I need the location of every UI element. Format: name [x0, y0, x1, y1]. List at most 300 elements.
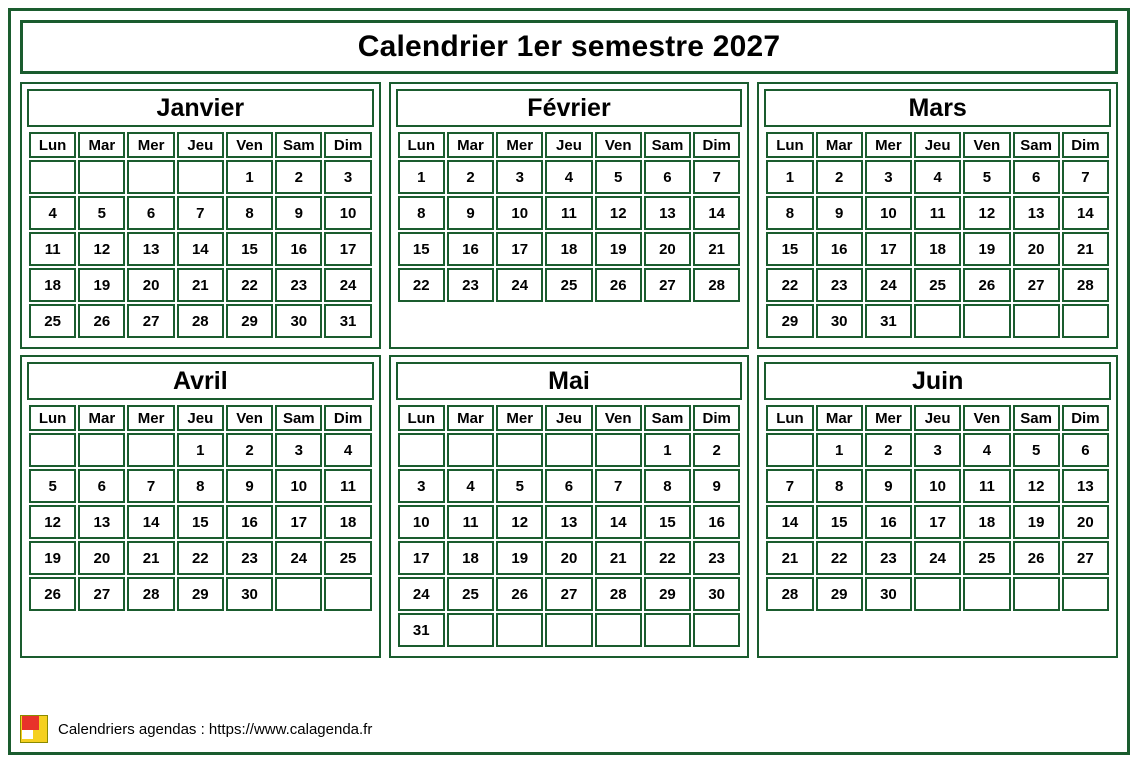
day-cell[interactable]: 6 — [78, 469, 125, 503]
day-cell-empty — [78, 160, 125, 194]
day-cell[interactable]: 4 — [324, 433, 371, 467]
weekday-header-row — [29, 132, 372, 158]
title-box — [20, 20, 1118, 74]
day-cell-empty — [127, 433, 174, 467]
filler-cell — [127, 613, 174, 647]
month-name: Mai — [548, 366, 590, 395]
day-cell[interactable]: 1 — [644, 433, 691, 467]
day-cell[interactable]: 8 — [398, 196, 445, 230]
weekday-header: Ven — [226, 132, 273, 158]
weekday-header-row — [766, 132, 1109, 158]
day-cell[interactable]: 22 — [177, 541, 224, 575]
day-cell[interactable]: 13 — [78, 505, 125, 539]
weekday-header: Mar — [78, 405, 125, 431]
day-cell[interactable]: 9 — [865, 469, 912, 503]
filler-row — [766, 613, 1109, 647]
filler-cell — [78, 613, 125, 647]
week-row — [398, 505, 741, 539]
day-cell[interactable]: 3 — [865, 160, 912, 194]
day-cell[interactable]: 3 — [496, 160, 543, 194]
day-cell[interactable]: 31 — [865, 304, 912, 338]
day-cell[interactable]: 14 — [177, 232, 224, 266]
day-cell[interactable]: 14 — [693, 196, 740, 230]
weekday-header-row — [398, 132, 741, 158]
weekday-header: Mar — [447, 132, 494, 158]
day-cell[interactable]: 20 — [1062, 505, 1109, 539]
day-cell[interactable]: 25 — [324, 541, 371, 575]
day-cell[interactable]: 23 — [447, 268, 494, 302]
day-cell[interactable]: 26 — [1013, 541, 1060, 575]
filler-cell — [447, 304, 494, 338]
day-cell[interactable]: 3 — [324, 160, 371, 194]
day-cell[interactable]: 17 — [865, 232, 912, 266]
week-row — [766, 541, 1109, 575]
day-cell[interactable]: 28 — [1062, 268, 1109, 302]
day-cell[interactable]: 21 — [177, 268, 224, 302]
day-cell[interactable]: 26 — [29, 577, 76, 611]
day-cell[interactable]: 29 — [644, 577, 691, 611]
filler-row — [398, 304, 741, 338]
filler-row — [29, 613, 372, 647]
day-cell[interactable]: 19 — [963, 232, 1010, 266]
weekday-header: Mar — [78, 132, 125, 158]
day-cell[interactable]: 10 — [275, 469, 322, 503]
month-header — [764, 362, 1111, 400]
day-cell[interactable]: 25 — [914, 268, 961, 302]
day-cell[interactable]: 24 — [398, 577, 445, 611]
day-cell[interactable]: 15 — [766, 232, 813, 266]
day-cell[interactable]: 3 — [275, 433, 322, 467]
day-cell[interactable]: 18 — [447, 541, 494, 575]
day-cell[interactable]: 29 — [177, 577, 224, 611]
day-cell[interactable]: 1 — [766, 160, 813, 194]
day-cell[interactable]: 2 — [816, 160, 863, 194]
day-cell[interactable]: 21 — [693, 232, 740, 266]
day-cell-empty — [644, 613, 691, 647]
week-row — [398, 160, 741, 194]
flag-icon — [20, 715, 48, 743]
day-cell[interactable]: 20 — [1013, 232, 1060, 266]
day-cell[interactable]: 7 — [127, 469, 174, 503]
weekday-header: Jeu — [545, 405, 592, 431]
weekday-header: Dim — [324, 405, 371, 431]
day-cell-empty — [1062, 577, 1109, 611]
week-row — [29, 505, 372, 539]
day-cell-empty — [127, 160, 174, 194]
filler-cell — [324, 613, 371, 647]
day-cell[interactable]: 16 — [693, 505, 740, 539]
weekday-header: Ven — [226, 405, 273, 431]
day-cell[interactable]: 16 — [275, 232, 322, 266]
month-block — [389, 355, 750, 658]
filler-cell — [177, 613, 224, 647]
day-cell[interactable]: 1 — [177, 433, 224, 467]
month-header — [396, 89, 743, 127]
weekday-header-row — [766, 405, 1109, 431]
day-cell[interactable]: 27 — [1062, 541, 1109, 575]
week-row — [766, 160, 1109, 194]
weekday-header: Lun — [29, 405, 76, 431]
day-cell-empty — [447, 433, 494, 467]
day-cell[interactable]: 14 — [766, 505, 813, 539]
day-cell[interactable]: 11 — [324, 469, 371, 503]
day-cell[interactable]: 27 — [644, 268, 691, 302]
day-cell-empty — [78, 433, 125, 467]
day-cell[interactable]: 27 — [78, 577, 125, 611]
filler-cell — [766, 613, 813, 647]
day-cell[interactable]: 28 — [766, 577, 813, 611]
day-cell[interactable]: 25 — [29, 304, 76, 338]
weekday-header: Ven — [963, 405, 1010, 431]
weekday-header-row — [398, 405, 741, 431]
filler-cell — [496, 304, 543, 338]
filler-cell — [275, 613, 322, 647]
day-cell[interactable]: 27 — [545, 577, 592, 611]
day-cell[interactable]: 8 — [177, 469, 224, 503]
day-cell[interactable]: 17 — [324, 232, 371, 266]
day-cell[interactable]: 6 — [1013, 160, 1060, 194]
day-cell[interactable]: 14 — [1062, 196, 1109, 230]
day-cell[interactable]: 22 — [398, 268, 445, 302]
day-cell[interactable]: 12 — [595, 196, 642, 230]
day-cell[interactable]: 27 — [127, 304, 174, 338]
month-block — [20, 355, 381, 658]
day-cell[interactable]: 23 — [226, 541, 273, 575]
day-cell[interactable]: 2 — [447, 160, 494, 194]
day-cell[interactable]: 13 — [1062, 469, 1109, 503]
day-cell[interactable]: 5 — [78, 196, 125, 230]
day-cell[interactable]: 21 — [1062, 232, 1109, 266]
day-cell[interactable]: 20 — [545, 541, 592, 575]
month-name: Juin — [911, 366, 964, 395]
filler-cell — [816, 613, 863, 647]
day-cell[interactable]: 15 — [226, 232, 273, 266]
day-cell[interactable]: 18 — [29, 268, 76, 302]
day-cell[interactable]: 5 — [496, 469, 543, 503]
month-table — [27, 130, 374, 340]
day-cell[interactable]: 18 — [324, 505, 371, 539]
day-cell[interactable]: 9 — [447, 196, 494, 230]
weekday-header: Ven — [595, 405, 642, 431]
day-cell[interactable]: 2 — [226, 433, 273, 467]
page-title: Calendrier 1er semestre 2027 — [357, 30, 781, 63]
weekday-header: Dim — [1062, 405, 1109, 431]
day-cell[interactable]: 9 — [275, 196, 322, 230]
day-cell[interactable]: 17 — [914, 505, 961, 539]
day-cell[interactable]: 23 — [275, 268, 322, 302]
weekday-header-row — [29, 405, 372, 431]
day-cell[interactable]: 7 — [766, 469, 813, 503]
week-row — [398, 268, 741, 302]
day-cell[interactable]: 7 — [1062, 160, 1109, 194]
day-cell[interactable]: 16 — [865, 505, 912, 539]
weekday-header: Dim — [693, 405, 740, 431]
footer-credit: Calendriers agendas : https://www.calagenda.fr — [58, 720, 373, 738]
day-cell[interactable]: 18 — [545, 232, 592, 266]
day-cell[interactable]: 25 — [963, 541, 1010, 575]
day-cell[interactable]: 19 — [1013, 505, 1060, 539]
week-row — [29, 541, 372, 575]
day-cell[interactable]: 26 — [78, 304, 125, 338]
day-cell[interactable]: 6 — [545, 469, 592, 503]
day-cell[interactable]: 26 — [595, 268, 642, 302]
day-cell[interactable]: 24 — [324, 268, 371, 302]
weekday-header: Lun — [398, 132, 445, 158]
day-cell[interactable]: 12 — [963, 196, 1010, 230]
month-block — [757, 82, 1118, 349]
day-cell-empty — [914, 577, 961, 611]
footer — [20, 712, 372, 746]
week-row — [766, 232, 1109, 266]
day-cell[interactable]: 20 — [644, 232, 691, 266]
weekday-header: Dim — [1062, 132, 1109, 158]
month-block — [20, 82, 381, 349]
day-cell[interactable]: 28 — [177, 304, 224, 338]
day-cell[interactable]: 11 — [447, 505, 494, 539]
day-cell[interactable]: 20 — [78, 541, 125, 575]
day-cell[interactable]: 7 — [177, 196, 224, 230]
day-cell[interactable]: 6 — [1062, 433, 1109, 467]
weekday-header: Mar — [816, 405, 863, 431]
weekday-header: Jeu — [914, 132, 961, 158]
day-cell[interactable]: 29 — [816, 577, 863, 611]
weekday-header: Jeu — [177, 405, 224, 431]
day-cell[interactable]: 9 — [816, 196, 863, 230]
day-cell-empty — [545, 433, 592, 467]
day-cell[interactable]: 11 — [963, 469, 1010, 503]
week-row — [766, 304, 1109, 338]
day-cell-empty — [275, 577, 322, 611]
day-cell[interactable]: 17 — [398, 541, 445, 575]
day-cell[interactable]: 8 — [816, 469, 863, 503]
day-cell[interactable]: 2 — [693, 433, 740, 467]
day-cell-empty — [496, 613, 543, 647]
day-cell[interactable]: 29 — [766, 304, 813, 338]
day-cell[interactable]: 1 — [398, 160, 445, 194]
day-cell[interactable]: 27 — [1013, 268, 1060, 302]
day-cell[interactable]: 10 — [324, 196, 371, 230]
weekday-header: Mar — [447, 405, 494, 431]
day-cell[interactable]: 5 — [1013, 433, 1060, 467]
day-cell[interactable]: 11 — [545, 196, 592, 230]
day-cell[interactable]: 25 — [545, 268, 592, 302]
day-cell[interactable]: 18 — [963, 505, 1010, 539]
week-row — [29, 232, 372, 266]
weekday-header: Ven — [963, 132, 1010, 158]
day-cell-empty — [29, 160, 76, 194]
week-row — [29, 577, 372, 611]
day-cell[interactable]: 22 — [644, 541, 691, 575]
day-cell-empty — [1013, 577, 1060, 611]
day-cell[interactable]: 13 — [1013, 196, 1060, 230]
day-cell[interactable]: 16 — [816, 232, 863, 266]
day-cell[interactable]: 7 — [595, 469, 642, 503]
day-cell[interactable]: 24 — [496, 268, 543, 302]
day-cell[interactable]: 19 — [78, 268, 125, 302]
day-cell[interactable]: 22 — [766, 268, 813, 302]
week-row — [398, 196, 741, 230]
day-cell[interactable]: 3 — [914, 433, 961, 467]
day-cell[interactable]: 24 — [275, 541, 322, 575]
day-cell[interactable]: 22 — [816, 541, 863, 575]
day-cell[interactable]: 5 — [29, 469, 76, 503]
day-cell[interactable]: 19 — [496, 541, 543, 575]
day-cell[interactable]: 15 — [816, 505, 863, 539]
day-cell[interactable]: 5 — [963, 160, 1010, 194]
day-cell[interactable]: 6 — [644, 160, 691, 194]
day-cell[interactable]: 15 — [177, 505, 224, 539]
weekday-header: Mer — [865, 132, 912, 158]
month-table — [764, 403, 1111, 649]
month-table — [764, 130, 1111, 340]
filler-cell — [595, 304, 642, 338]
day-cell[interactable]: 4 — [963, 433, 1010, 467]
day-cell[interactable]: 1 — [226, 160, 273, 194]
filler-cell — [1013, 613, 1060, 647]
day-cell[interactable]: 20 — [127, 268, 174, 302]
day-cell[interactable]: 15 — [398, 232, 445, 266]
week-row — [766, 577, 1109, 611]
filler-cell — [398, 304, 445, 338]
day-cell[interactable]: 14 — [595, 505, 642, 539]
day-cell[interactable]: 11 — [29, 232, 76, 266]
day-cell[interactable]: 22 — [226, 268, 273, 302]
weekday-header: Lun — [398, 405, 445, 431]
day-cell[interactable]: 10 — [496, 196, 543, 230]
day-cell[interactable]: 23 — [865, 541, 912, 575]
week-row — [398, 433, 741, 467]
day-cell-empty — [766, 433, 813, 467]
day-cell[interactable]: 4 — [545, 160, 592, 194]
day-cell[interactable]: 1 — [816, 433, 863, 467]
week-row — [29, 304, 372, 338]
day-cell[interactable]: 8 — [766, 196, 813, 230]
day-cell[interactable]: 30 — [816, 304, 863, 338]
day-cell[interactable]: 6 — [127, 196, 174, 230]
day-cell[interactable]: 4 — [447, 469, 494, 503]
day-cell[interactable]: 12 — [496, 505, 543, 539]
weekday-header: Mer — [865, 405, 912, 431]
filler-cell — [29, 613, 76, 647]
day-cell[interactable]: 21 — [595, 541, 642, 575]
day-cell-empty — [177, 160, 224, 194]
day-cell[interactable]: 24 — [914, 541, 961, 575]
day-cell[interactable]: 28 — [693, 268, 740, 302]
weekday-header: Mer — [127, 132, 174, 158]
day-cell[interactable]: 14 — [127, 505, 174, 539]
day-cell[interactable]: 30 — [693, 577, 740, 611]
day-cell-empty — [29, 433, 76, 467]
day-cell[interactable]: 23 — [693, 541, 740, 575]
week-row — [766, 268, 1109, 302]
filler-cell — [545, 304, 592, 338]
day-cell[interactable]: 26 — [496, 577, 543, 611]
week-row — [29, 268, 372, 302]
month-header — [396, 362, 743, 400]
day-cell[interactable]: 12 — [1013, 469, 1060, 503]
day-cell[interactable]: 31 — [398, 613, 445, 647]
day-cell-empty — [545, 613, 592, 647]
day-cell-empty — [595, 613, 642, 647]
filler-cell — [1062, 613, 1109, 647]
day-cell[interactable]: 31 — [324, 304, 371, 338]
day-cell[interactable]: 24 — [865, 268, 912, 302]
day-cell[interactable]: 16 — [447, 232, 494, 266]
day-cell[interactable]: 30 — [226, 577, 273, 611]
day-cell[interactable]: 30 — [865, 577, 912, 611]
day-cell[interactable]: 9 — [226, 469, 273, 503]
weekday-header: Dim — [693, 132, 740, 158]
week-row — [398, 541, 741, 575]
day-cell[interactable]: 13 — [545, 505, 592, 539]
day-cell[interactable]: 10 — [865, 196, 912, 230]
day-cell[interactable]: 16 — [226, 505, 273, 539]
weekday-header: Sam — [644, 132, 691, 158]
day-cell[interactable]: 23 — [816, 268, 863, 302]
day-cell-empty — [595, 433, 642, 467]
day-cell[interactable]: 26 — [963, 268, 1010, 302]
months-grid — [20, 82, 1118, 658]
day-cell[interactable]: 17 — [275, 505, 322, 539]
day-cell[interactable]: 5 — [595, 160, 642, 194]
day-cell[interactable]: 15 — [644, 505, 691, 539]
day-cell[interactable]: 18 — [914, 232, 961, 266]
day-cell[interactable]: 4 — [914, 160, 961, 194]
day-cell-empty — [447, 613, 494, 647]
day-cell[interactable]: 28 — [595, 577, 642, 611]
day-cell[interactable]: 11 — [914, 196, 961, 230]
day-cell[interactable]: 4 — [29, 196, 76, 230]
day-cell[interactable]: 12 — [29, 505, 76, 539]
day-cell[interactable]: 9 — [693, 469, 740, 503]
day-cell[interactable]: 7 — [693, 160, 740, 194]
day-cell[interactable]: 17 — [496, 232, 543, 266]
day-cell[interactable]: 30 — [275, 304, 322, 338]
weekday-header: Sam — [275, 405, 322, 431]
week-row — [398, 469, 741, 503]
day-cell-empty — [496, 433, 543, 467]
day-cell[interactable]: 2 — [865, 433, 912, 467]
weekday-header: Sam — [644, 405, 691, 431]
week-row — [29, 160, 372, 194]
day-cell[interactable]: 13 — [644, 196, 691, 230]
day-cell[interactable]: 12 — [78, 232, 125, 266]
month-header — [27, 89, 374, 127]
filler-cell — [963, 613, 1010, 647]
day-cell[interactable]: 3 — [398, 469, 445, 503]
day-cell[interactable]: 29 — [226, 304, 273, 338]
day-cell[interactable]: 21 — [766, 541, 813, 575]
day-cell[interactable]: 19 — [29, 541, 76, 575]
calendar-outer-frame — [8, 8, 1130, 755]
day-cell[interactable]: 8 — [226, 196, 273, 230]
day-cell[interactable]: 10 — [398, 505, 445, 539]
filler-cell — [644, 304, 691, 338]
day-cell[interactable]: 21 — [127, 541, 174, 575]
day-cell[interactable]: 28 — [127, 577, 174, 611]
week-row — [766, 469, 1109, 503]
day-cell[interactable]: 19 — [595, 232, 642, 266]
day-cell[interactable]: 2 — [275, 160, 322, 194]
day-cell[interactable]: 25 — [447, 577, 494, 611]
week-row — [398, 613, 741, 647]
day-cell[interactable]: 10 — [914, 469, 961, 503]
day-cell[interactable]: 8 — [644, 469, 691, 503]
day-cell-empty — [1062, 304, 1109, 338]
day-cell[interactable]: 13 — [127, 232, 174, 266]
weekday-header: Jeu — [545, 132, 592, 158]
weekday-header: Mar — [816, 132, 863, 158]
